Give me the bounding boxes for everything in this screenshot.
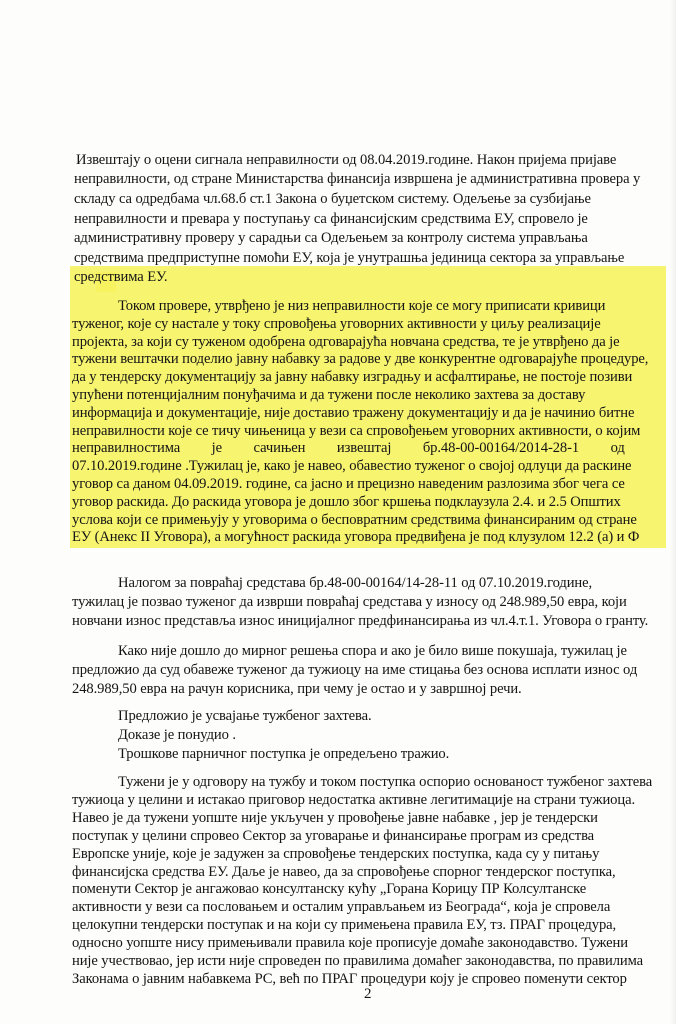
text-line: средствима предприступне помоћи ЕУ, која је унутрашња јединица сектора за управљање: [74, 250, 625, 266]
text-line: Доказе је понудио .: [118, 727, 236, 743]
text-line: Законама о јавним набавкема РС, већ по ПРАГ процедури коју је спровео поменути сектор: [72, 970, 627, 987]
text-line: предложио да суд обавеже туженог да тужиоцу на име стицања без основа исплати износ од: [72, 662, 638, 678]
text-line: тужилац је позвао туженог да изврши повраћај средстава у износу од 248.989,50 евра, који: [72, 594, 627, 610]
text-line: неправилностима је сачињен извештај бр.48-00-00164/2014-28-1 од: [72, 440, 625, 457]
text-line: да у тендерску документацију за јавну набавку изградњу и асфалтирање, не постоје позиви: [72, 369, 633, 386]
text-line: уговор раскида. До раскида уговора је дошло због кршења подклаузула 2.4. и 2.5 Општих: [72, 493, 621, 510]
text-line: тужени вештачки поделио јавну набавку за радове у две конкурентне одговарајуће процедуре,: [72, 351, 649, 368]
text-line: складу са одредбама чл.68.б ст.1 Закона о буџетском систему. Одељење за сузбијање: [74, 191, 591, 207]
text-line: неправилности и превара у поступању са финансијским средствима ЕУ, спровело је: [74, 211, 588, 227]
text-line: Током провере, утврђено је низ неправилности које се могу приписати кривици: [118, 298, 606, 314]
text-line: информација и документације, није доставио тражену документацију и да је начинио битне: [72, 404, 635, 421]
text-line: уговор са даном 04.09.2019. године, са јасно и прецизно наведеним разлозима због чега се: [72, 476, 625, 492]
text-line: Навео је да тужени уопште није укључен у провођење јавне набавке , јер је тендерски: [72, 809, 598, 826]
text-line: Тужени је у одговору на тужбу и током поступка оспорио основаност тужбеног захтева: [118, 774, 653, 790]
text-line: 248.989,50 евра на рачун корисника, при чему је остао и у завршној речи.: [72, 681, 522, 697]
text-line: поступак у целини спровео Сектор за уговарање и финансирање програм из средства: [72, 827, 595, 844]
text-line: тужиоца у целини и истакао приговор недостатка активне легитимације на страни тужиоца.: [72, 791, 636, 808]
text-line: туженог, које су настале у току спровођења уговорних активности у циљу реализације: [72, 315, 601, 332]
text-line: Трошкове парничног поступка је опредељено тражио.: [118, 746, 450, 762]
text-line: Европске уније, које је задужен за спровођење тендерских поступка, када су у питању: [72, 845, 600, 862]
page-number: 2: [364, 986, 372, 1002]
scan-edge-shadow: [670, 0, 676, 1024]
text-line: ЕУ (Анекс II Уговора), а могућност раскида уговора предвиђена је под клузулом 12.2 (а) и Ф: [72, 529, 640, 546]
text-line: Извештају о оцени сигнала неправилности од 08.04.2019.године. Након пријема пријаве: [76, 152, 617, 168]
text-line: административну проверу у сарадњи са Одељењем за контролу система управљања: [74, 230, 588, 246]
text-line: односно уопште нису примењивали правила које прописује домаће законодавство. Тужени: [72, 935, 628, 952]
text-line: неправилности које се тичу чињеница у вези са спровођењем уговорних активности, о којим: [72, 422, 641, 439]
text-line: целокупни тендерски поступак и на који су примењена правила ЕУ, тз. ПРАГ процедура,: [72, 917, 617, 934]
text-line: Налогом за повраћај средстава бр.48-00-00164/14-28-11 од 07.10.2019.године,: [118, 575, 593, 591]
text-line: услова који се примењују у уговорима о бесповратним средствима финансираним од стране: [72, 511, 637, 528]
text-line: активности у вези са пословањем и осталим управљањем из Београда“, која је спровела: [72, 899, 611, 916]
text-line: Како није дошло до мирног решења спора и ако је било више покушаја, тужилац је: [118, 643, 627, 659]
text-line: Предложио је усвајање тужбеног захтева.: [118, 708, 372, 724]
text-line: финансијска средства ЕУ. Даље је навео, да за спровођење спорног тендерског поступка,: [72, 863, 616, 880]
text-line: неправилности, од стране Министарства финансија извршена је административна провера у: [74, 171, 641, 187]
text-line: поменути Сектор је ангажовао консултанску кућу „Горана Корицу ПР Колсултанске: [72, 881, 587, 898]
text-line: 07.10.2019.године .Тужилац је, како је навео, обавестио туженог о својој одлуци да раскине: [72, 458, 632, 475]
text-line: пројекта, за који су туженом одобрена одговарајућа новчана средства, те је утврђено да је: [72, 333, 620, 350]
text-line: новчани износ представља износ иницијалног предфинансирања из чл.4.т.1. Уговора о гранту.: [72, 613, 649, 629]
text-line: упућени потенцијалним понуђачима и да тужени после неколико захтева за доставу: [72, 387, 586, 403]
text-line: није учествовао, јер исти није спроведен по правилима домаћег законодавства, по правилима: [72, 953, 644, 969]
text-line: средствима ЕУ.: [74, 269, 168, 285]
